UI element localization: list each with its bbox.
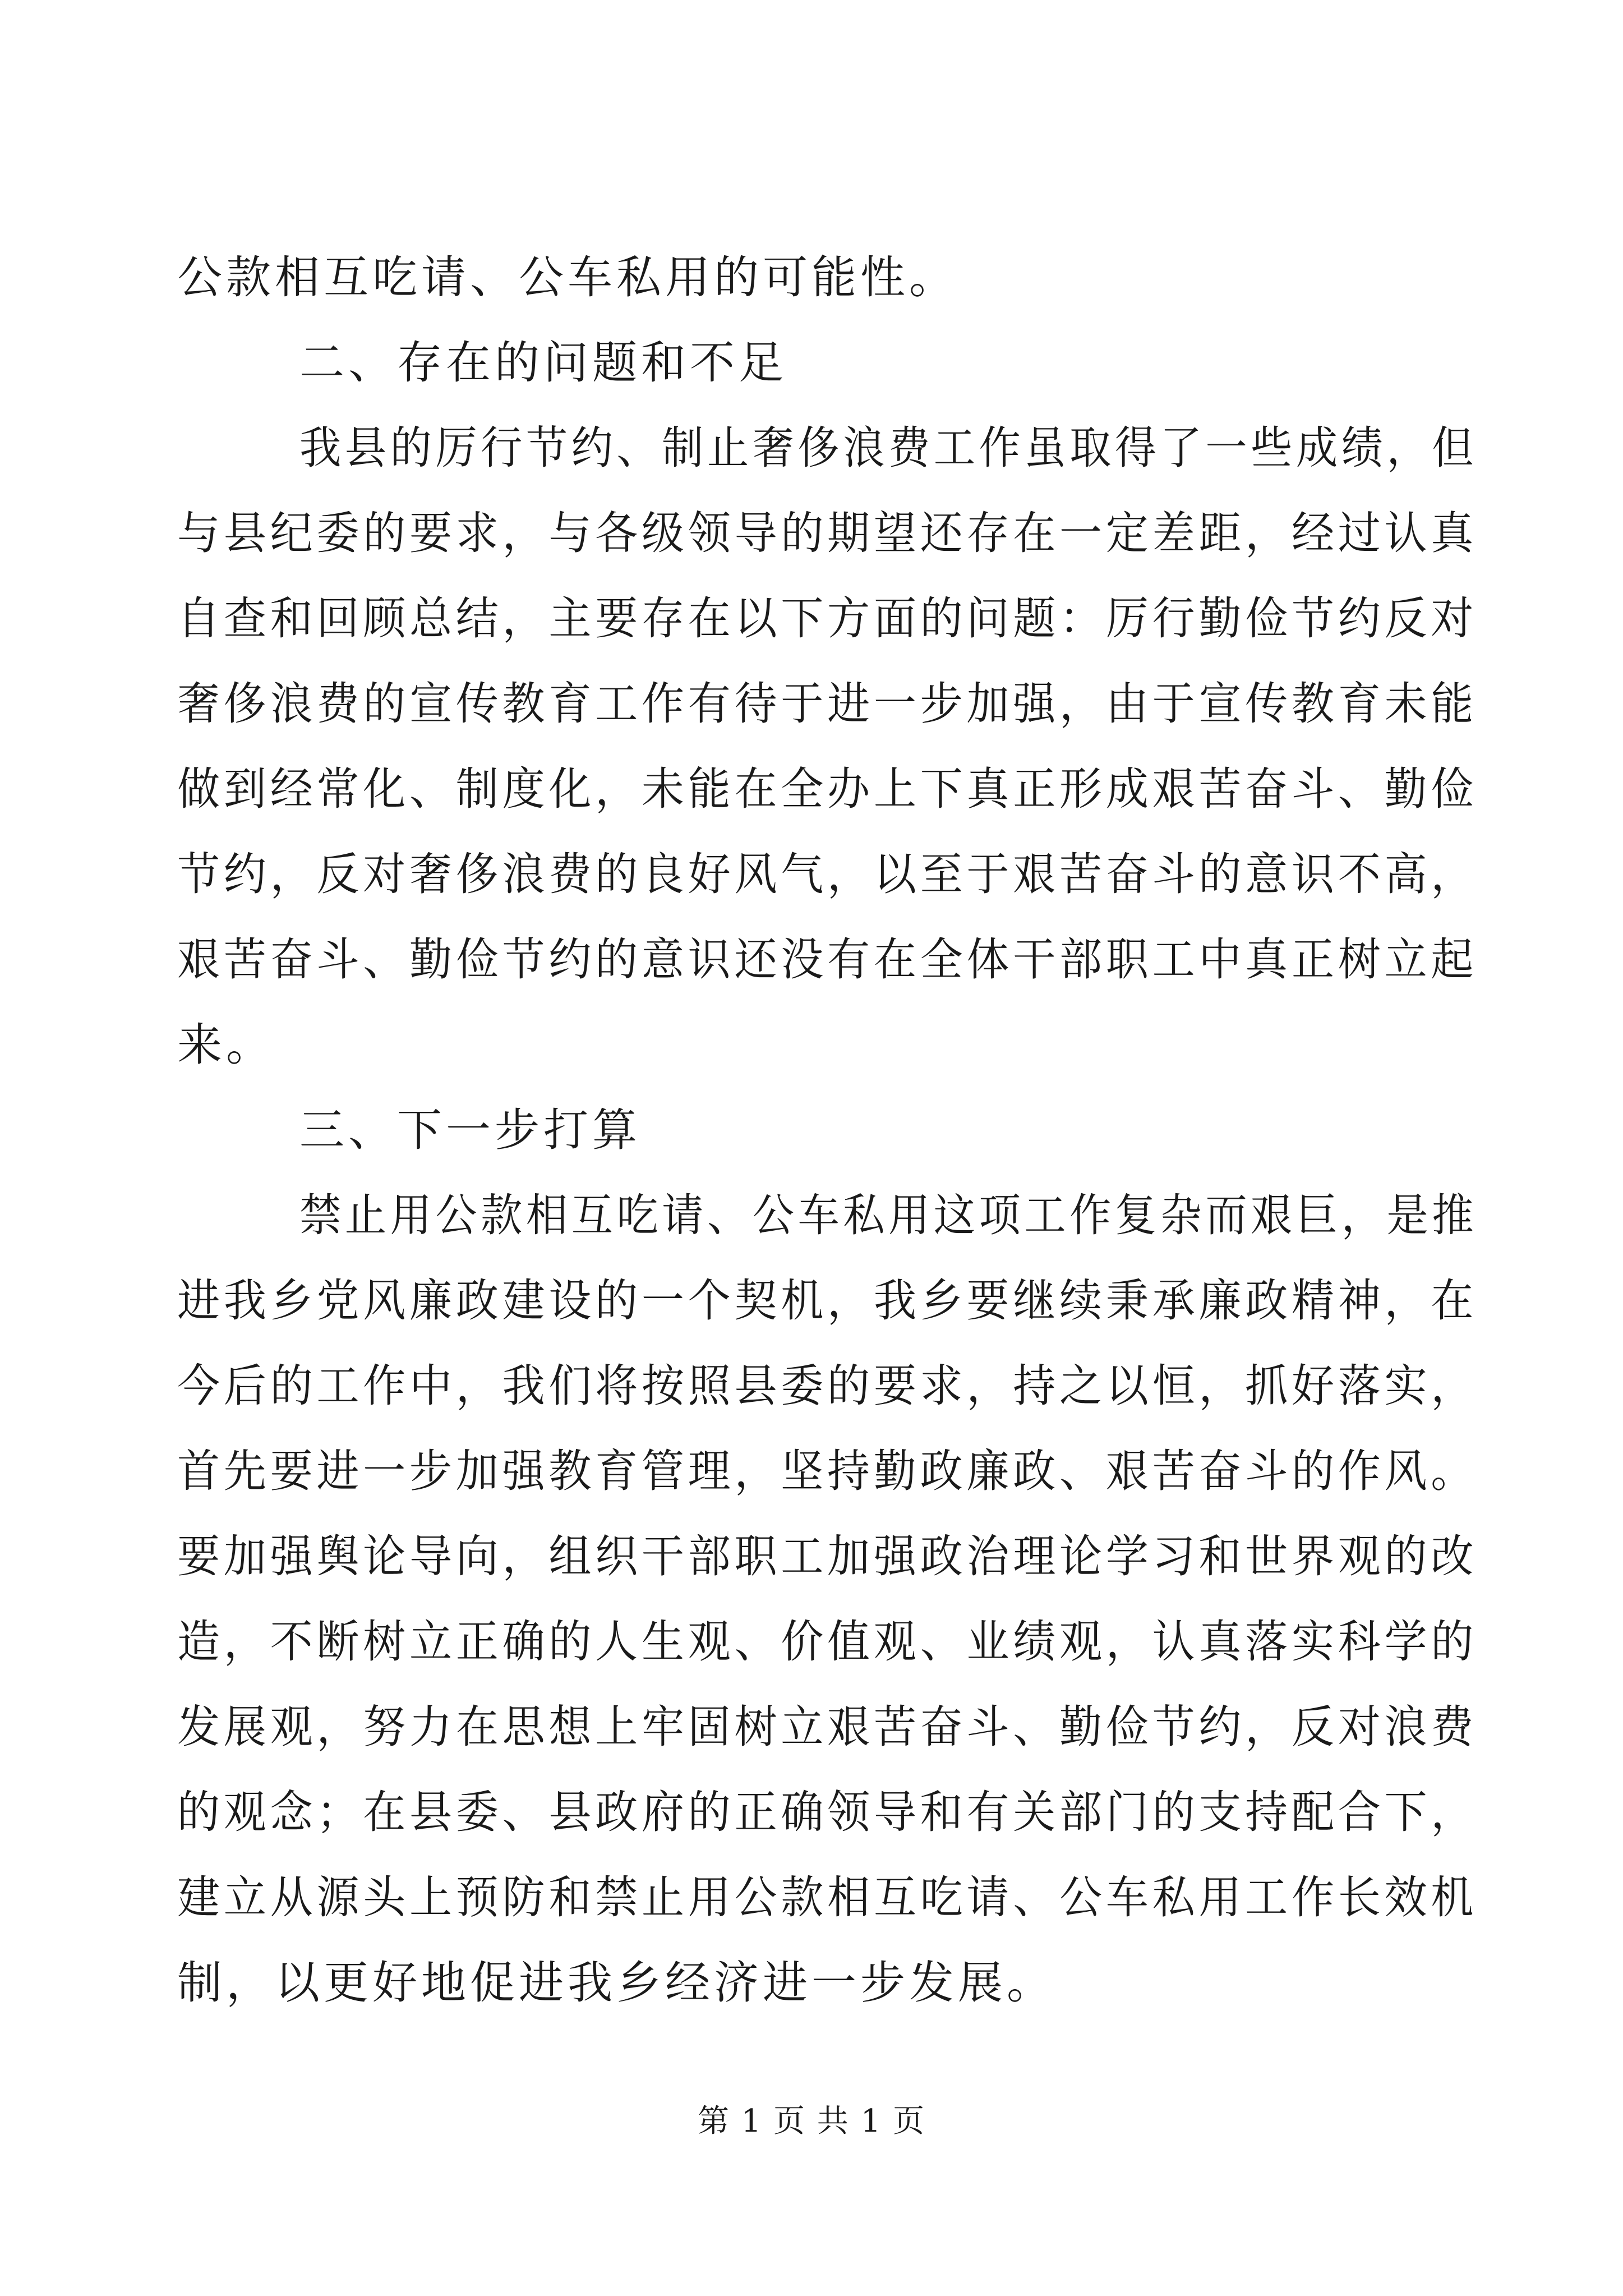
body-text-line: 的观念；在县委、县政府的正确领导和有关部门的支持配合下， (177, 1786, 1478, 1838)
body-text-line: 与县纪委的要求，与各级领导的期望还存在一定差距，经过认真 (177, 507, 1478, 559)
body-text-line: 首先要进一步加强教育管理，坚持勤政廉政、艰苦奋斗的作风。 (177, 1445, 1478, 1497)
body-text-line: 制，以更好地促进我乡经济进一步发展。 (177, 1957, 1055, 2009)
body-text-line: 要加强舆论导向，组织干部职工加强政治理论学习和世界观的改 (177, 1530, 1478, 1582)
body-text-line: 我县的厉行节约、制止奢侈浪费工作虽取得了一些成绩，但 (299, 422, 1478, 474)
body-text-line: 造，不断树立正确的人生观、价值观、业绩观，认真落实科学的 (177, 1616, 1478, 1668)
body-text-line: 做到经常化、制度化，未能在全办上下真正形成艰苦奋斗、勤俭 (177, 763, 1478, 815)
body-text-line: 禁止用公款相互吃请、公车私用这项工作复杂而艰巨，是推 (299, 1189, 1478, 1241)
body-text-line: 奢侈浪费的宣传教育工作有待于进一步加强，由于宣传教育未能 (177, 678, 1478, 730)
body-text-line: 来。 (177, 1019, 275, 1071)
body-text-line: 公款相互吃请、公车私用的可能性。 (177, 251, 958, 303)
body-text-line: 建立从源头上预防和禁止用公款相互吃请、公车私用工作长效机 (177, 1871, 1478, 1924)
section-heading: 三、下一步打算 (299, 1104, 641, 1156)
body-text-line: 发展观，努力在思想上牢固树立艰苦奋斗、勤俭节约，反对浪费 (177, 1701, 1478, 1753)
body-text-line: 艰苦奋斗、勤俭节约的意识还没有在全体干部职工中真正树立起 (177, 933, 1478, 986)
body-text-line: 自查和回顾总结，主要存在以下方面的问题：厉行勤俭节约反对 (177, 592, 1478, 645)
page-footer: 第 1 页 共 1 页 (697, 2103, 926, 2139)
body-text-line: 今后的工作中，我们将按照县委的要求，持之以恒，抓好落实， (177, 1360, 1478, 1412)
body-text-line: 进我乡党风廉政建设的一个契机，我乡要继续秉承廉政精神，在 (177, 1274, 1478, 1327)
section-heading: 二、存在的问题和不足 (299, 337, 787, 389)
body-text-line: 节约，反对奢侈浪费的良好风气，以至于艰苦奋斗的意识不高， (177, 848, 1478, 900)
